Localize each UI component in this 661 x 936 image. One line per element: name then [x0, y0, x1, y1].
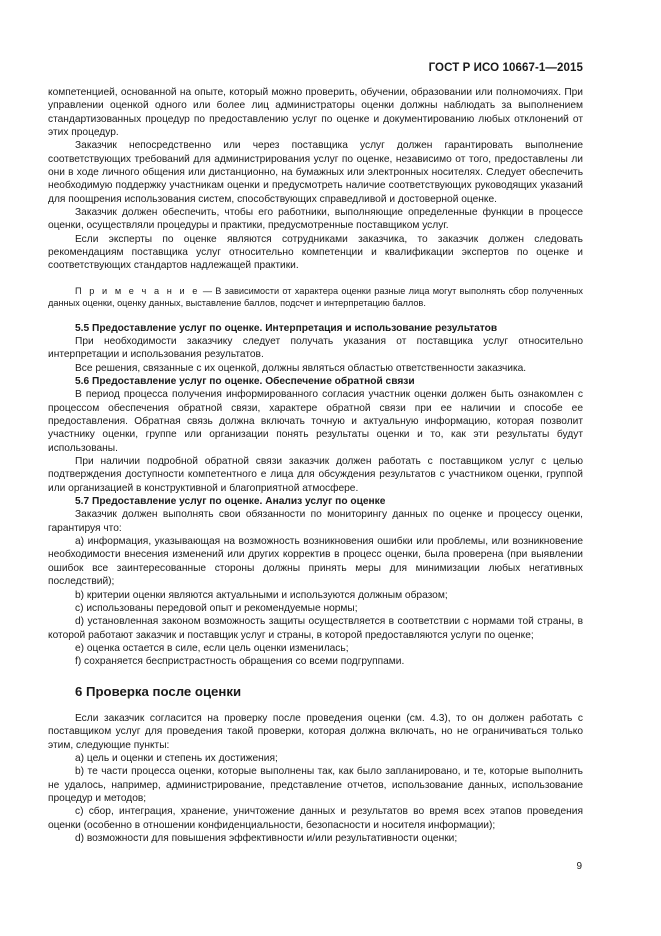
note: [48, 285, 583, 310]
paragraph: Заказчик должен обеспечить, чтобы его работники, выполняющие определенные функции в процессе оценки, осуществляли процедуры и практики, предусмотренные поставщиком услуг.: [48, 207, 583, 232]
list-item: f) сохраняется беспристрастность обращения со всеми подгруппами.: [75, 656, 405, 668]
list-item: c) сбор, интеграция, хранение, уничтожение данных и результатов во время всех этапов проведения оценки (особенно в отношении конфиденциальности, безопасности и носителя информации);: [48, 806, 583, 831]
list-item: e) оценка остается в силе, если цель оценки изменилась;: [75, 642, 349, 654]
paragraph: Все решения, связанные с их оценкой, должны являться областью ответственности заказчика.: [75, 362, 527, 374]
paragraph: При необходимости заказчику следует получать указания от поставщика услуг относительно интерпретации и использования результатов.: [48, 335, 583, 361]
section-heading-5-6: 5.6 Предоставление услуг по оценке. Обеспечение обратной связи: [75, 376, 415, 387]
note-label: П р и м е ч а н и е: [75, 285, 200, 296]
paragraph: Заказчик непосредственно или через поставщика услуг должен гарантировать выполнение соответствующих требований для администрирования услуг по оценке, независимо от того, предоставлены ли они в ходе личного общения или дистанционно, на бумажных или электронных носителях. Следует обеспечить необходимую поддержку участникам оценки и предусмотреть наличие соответствующих руководящих указаний для поощрения использования систем, способствующих справедливой и достоверной оценке.: [48, 140, 583, 205]
note-text: — В зависимости от характера оценки разные лица могут выполнять сбор полученных данных оценки, оценку данных, выставление баллов, подсчет и интерпретацию баллов.: [48, 285, 583, 309]
document-header: ГОСТ Р ИСО 10667-1—2015: [428, 62, 583, 74]
list-item: a) информация, указывающая на возможность возникновения ошибки или проблемы, или возникновение необходимости внесения изменений или других корректив в процесс оценки, была проверена (при выявлении ошибок все заинтересованные стороны должны принять меры для минимизации любых негативных последствий);: [48, 536, 583, 588]
section-heading-5-5: 5.5 Предоставление услуг по оценке. Интерпретация и использование результатов: [75, 322, 498, 334]
paragraph: Если эксперты по оценке являются сотрудниками заказчика, то заказчик должен следовать рекомендациям поставщика услуг относительно компетенции и квалификации экспертов по оценке и соответствующих стандартов надлежащей практики.: [48, 233, 583, 272]
paragraph: При наличии подробной обратной связи заказчик должен работать с поставщиком услуг с целью подтверждения доступности компетентного e лица для обсуждения результатов с участником оценки, группой или организацией в конструктивной и благоприятной атмосфере.: [48, 456, 583, 494]
list-item: b) критерии оценки являются актуальными и используются должным образом;: [75, 589, 448, 601]
list-item: c) использованы передовой опыт и рекомендуемые нормы;: [75, 602, 358, 614]
paragraph: Если заказчик согласится на проверку после проведения оценки (см. 4.3), то он должен работать с поставщиком услуг для проведения такой проверки, которая должна включать, но не ограничиваться только этим, следующие пункты:: [48, 712, 583, 751]
section-heading-5-7: 5.7 Предоставление услуг по оценке. Анализ услуг по оценке: [75, 496, 386, 508]
list-item: a) цель и оценки и степень их достижения;: [75, 752, 278, 764]
document-body: [48, 86, 583, 845]
page-number: 9: [576, 861, 582, 872]
paragraph: Заказчик должен выполнять свои обязанности по мониторингу данных по оценке и процессу оценки, гарантируя что:: [48, 509, 583, 534]
paragraph: В период процесса получения информированного согласия участник оценки должен быть ознакомлен с процессом обеспечения обратной связи, характере обратной связи при ее наличии и способе ее предоставления. Обратная связь должна включать точную и актуальную информацию, которая позволит участнику оценки, группе или организации понять результаты оценки и то, как эти результаты будут использованы.: [48, 389, 583, 454]
list-item: d) возможности для повышения эффективности и/или результативности оценки;: [75, 833, 458, 844]
paragraph: компетенцией, основанной на опыте, который можно проверить, обучении, образовании или полномочиях. При управлении оценкой одного или более лиц администраторы оценки должны наблюдать за выполнением стандартизованных процедур по предоставлению услуг по оценке и документированию любых отклонений от этих процедур.: [48, 87, 583, 139]
section-heading-6: 6 Проверка после оценки: [75, 683, 242, 699]
list-item: b) те части процесса оценки, которые выполнены так, как было запланировано, и те, которые выполнить не удалось, например, администрирование, представление отчетов, использование данных, использование процедур и методов;: [48, 766, 583, 804]
list-item: d) установленная законом возможность защиты осуществляется в соответствии с нормами той страны, в которой работают заказчик и поставщик услуг и страны, в которой предоставляются услуги по оценке;: [48, 616, 583, 641]
